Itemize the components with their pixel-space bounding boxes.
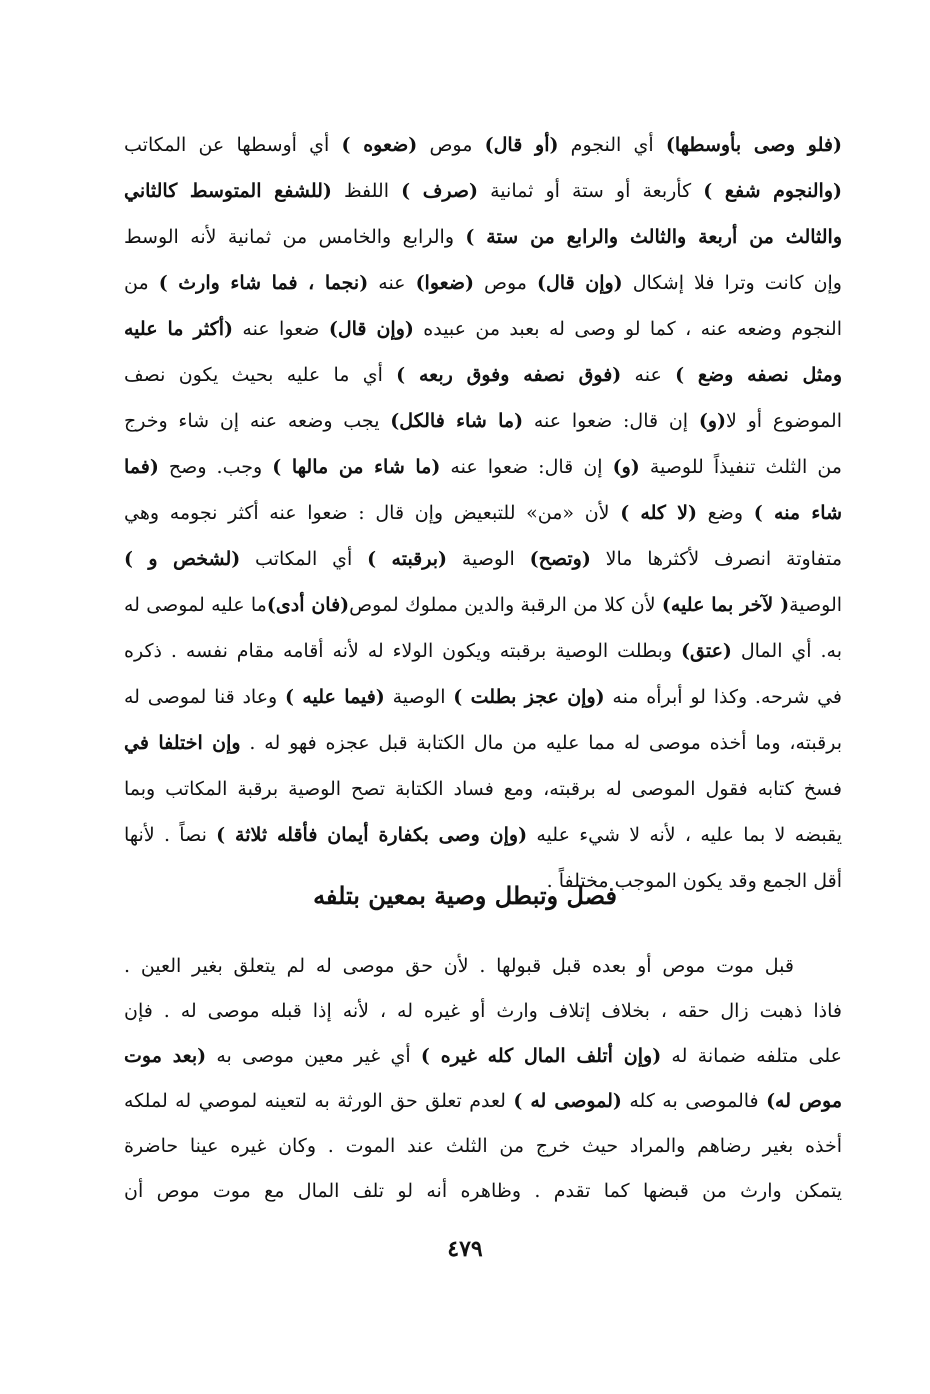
bold-text-run: (صرف ): [401, 180, 479, 202]
bold-text-run: (ضعوا): [415, 272, 474, 294]
text-run: كأربعة أو ستة أو ثمانية: [478, 180, 704, 202]
bold-text-run: (و): [698, 410, 726, 432]
text-run: الموضوع أو لا: [726, 410, 842, 432]
text-line: [124, 444, 842, 490]
text-line: [124, 674, 842, 720]
bold-text-run: وإن اختلفا في: [124, 732, 241, 754]
text-line: [124, 628, 842, 674]
text-run: يتمكن وارث من قبضها كما تقدم . وظاهره أنه لو تلف المال مع موت موص أن: [124, 1180, 842, 1202]
paragraph-main: [124, 122, 842, 904]
bold-text-run: (ما شاء من مالها ): [272, 456, 441, 478]
bold-text-run: (فان أدى): [266, 594, 350, 616]
text-line: [124, 720, 842, 766]
text-run: على متلفه ضمانة له: [661, 1045, 842, 1067]
bold-text-run: (فلو وصى بأوسطها): [665, 134, 842, 156]
text-run: الوصية: [447, 548, 530, 570]
bold-text-run: (لموصى له ): [513, 1090, 622, 1112]
bold-text-run: ومثل نصفه وضع ): [675, 364, 842, 386]
text-run: أي غير معين موصى به: [206, 1045, 421, 1067]
text-line: [124, 352, 842, 398]
text-run: ضعوا عنه: [232, 318, 329, 340]
bold-text-run: (وإن أتلف المال كله غيره ): [420, 1045, 662, 1067]
text-line: [124, 1079, 842, 1124]
text-line: [124, 944, 842, 989]
text-run: قبل موت موص أو بعده قبل قبولها . لأن حق موصى له لم يتعلق بغير العين .: [124, 955, 794, 977]
bold-text-run: (نجما ، فما شاء وارث ): [158, 272, 369, 294]
text-run: أي النجوم: [558, 134, 666, 156]
text-run: فالموصى به كله: [621, 1090, 767, 1112]
page-number: ٤٧٩: [447, 1236, 483, 1262]
text-run: لأن «من» للتبعيض وإن قال : ضعوا عنه أكثر نجومه وهي: [124, 502, 621, 524]
text-run: اللفظ: [331, 180, 402, 202]
bold-text-run: ( لآخر بما عليه): [661, 594, 790, 616]
bold-text-run: (فما: [124, 456, 159, 478]
text-run: لأن كلا من الرقبة والدين مملوك لموص: [349, 594, 662, 616]
text-run: الوصية: [384, 686, 454, 708]
bold-text-run: (للشفع المتوسط كالثاني: [124, 180, 332, 202]
text-line: [124, 989, 842, 1034]
text-run: من الثلث تنفيذاً للوصية: [639, 456, 842, 478]
bold-text-run: شاء منه ): [753, 502, 842, 524]
text-run: برقبته، وما أخذه موصى له مما عليه من مال الكتابة قبل عجزه فهو له .: [240, 732, 842, 754]
text-run: وجب. وصح: [158, 456, 273, 478]
text-run: أي ما عليه بحيث يكون نصف: [124, 364, 397, 386]
bold-text-run: (فوق نصفه وفوق ربعه ): [396, 364, 622, 386]
bold-text-run: (فيما عليه ): [284, 686, 385, 708]
bold-text-run: (عتق): [681, 640, 732, 662]
text-run: فاذا ذهبت زال حقه ، بخلاف إتلاف وارث أو غيره له ، لأنه إذا قبله موصى له . فإن: [124, 1000, 842, 1022]
text-run: عنه: [368, 272, 416, 294]
text-run: النجوم وضعه عنه ، كما لو وصى له بعبد من عبيده: [413, 318, 842, 340]
bold-text-run: (ضعوه ): [341, 134, 418, 156]
bold-text-run: (وإن عجز بطلت ): [453, 686, 605, 708]
text-line: [124, 398, 842, 444]
bold-text-run: (وإن قال): [328, 318, 414, 340]
bold-text-run: والثالث من أربعة والثالث والرابع من ستة ): [465, 226, 842, 248]
bold-text-run: موص له): [766, 1090, 842, 1112]
text-run: به. أي المال: [731, 640, 842, 662]
bold-text-run: (بعد موت: [124, 1045, 207, 1067]
text-run: نصاً . لأنها: [124, 824, 217, 846]
text-run: إن قال: ضعوا عنه: [440, 456, 613, 478]
paragraph-section: [124, 944, 842, 1214]
bold-text-run: (وإن قال): [536, 272, 623, 294]
text-run: أقل الجمع وقد يكون الموجب مختلفاً .: [546, 870, 842, 892]
text-line: [124, 1034, 842, 1079]
text-line: [124, 812, 842, 858]
text-run: موص: [417, 134, 485, 156]
text-line: [124, 766, 842, 812]
text-run: الوصية: [789, 594, 842, 616]
text-run: والرابع والخامس من ثمانية لأنه الوسط: [124, 226, 466, 248]
text-run: من: [124, 272, 159, 294]
text-run: متفاوتة انصرف لأكثرها مالا: [590, 548, 842, 570]
text-run: في شرحه. وكذا لو أبرأه منه: [604, 686, 842, 708]
bold-text-run: (أو قال): [484, 134, 559, 156]
bold-text-run: (وتصح): [529, 548, 591, 570]
bold-text-run: (ما شاء فالكل): [390, 410, 524, 432]
text-run: ما عليه لموصى له: [124, 594, 267, 616]
text-run: يجب وضعه عنه إن شاء وخرج: [124, 410, 391, 432]
text-line: [124, 1169, 842, 1214]
bold-text-run: (و): [612, 456, 640, 478]
text-run: إن قال: ضعوا عنه: [523, 410, 699, 432]
bold-text-run: (أكثر ما عليه: [124, 318, 233, 340]
text-line: [124, 306, 842, 352]
text-run: أي المكاتب: [240, 548, 368, 570]
text-run: وعاد قنا لموصى له: [124, 686, 285, 708]
text-run: وضع: [697, 502, 754, 524]
text-run: عنه: [621, 364, 676, 386]
text-line: [124, 490, 842, 536]
text-line: [124, 536, 842, 582]
text-line: [124, 582, 842, 628]
text-line: [124, 122, 842, 168]
text-run: أخذه بغير رضاهم والمراد حيث خرج من الثلث عند الموت . وكان غيره عينا حاضرة: [124, 1135, 842, 1157]
text-run: وإن كانت وترا فلا إشكال: [622, 272, 842, 294]
bold-text-run: (برقبته ): [367, 548, 448, 570]
text-run: لعدم تعلق حق الورثة به لتعينه لموصي له لملكه: [124, 1090, 514, 1112]
section-heading: فصل وتبطل وصية بمعين بتلفه: [313, 881, 617, 910]
text-line: [124, 168, 842, 214]
text-line: [124, 1124, 842, 1169]
text-run: فسخ كتابه فقول الموصى له برقبته، ومع فساد الكتابة تصح الوصية برقبة المكاتب وبما: [124, 778, 842, 800]
text-line: [124, 214, 842, 260]
bold-text-run: (والنجوم شفع ): [703, 180, 842, 202]
bold-text-run: (لا كله ): [620, 502, 698, 524]
text-run: أي أوسطها عن المكاتب: [124, 134, 342, 156]
text-run: يقبضه لا بما عليه ، لأنه لا شيء عليه: [527, 824, 842, 846]
text-run: وبطلت الوصية برقبته ويكون الولاء له لأنه أقامه مقام نفسه . ذكره: [124, 640, 682, 662]
bold-text-run: (وإن وصى بكفارة أيمان فأقله ثلاثة ): [216, 824, 528, 846]
text-run: موص: [473, 272, 537, 294]
text-line: [124, 260, 842, 306]
bold-text-run: (لشخص و ): [124, 548, 241, 570]
